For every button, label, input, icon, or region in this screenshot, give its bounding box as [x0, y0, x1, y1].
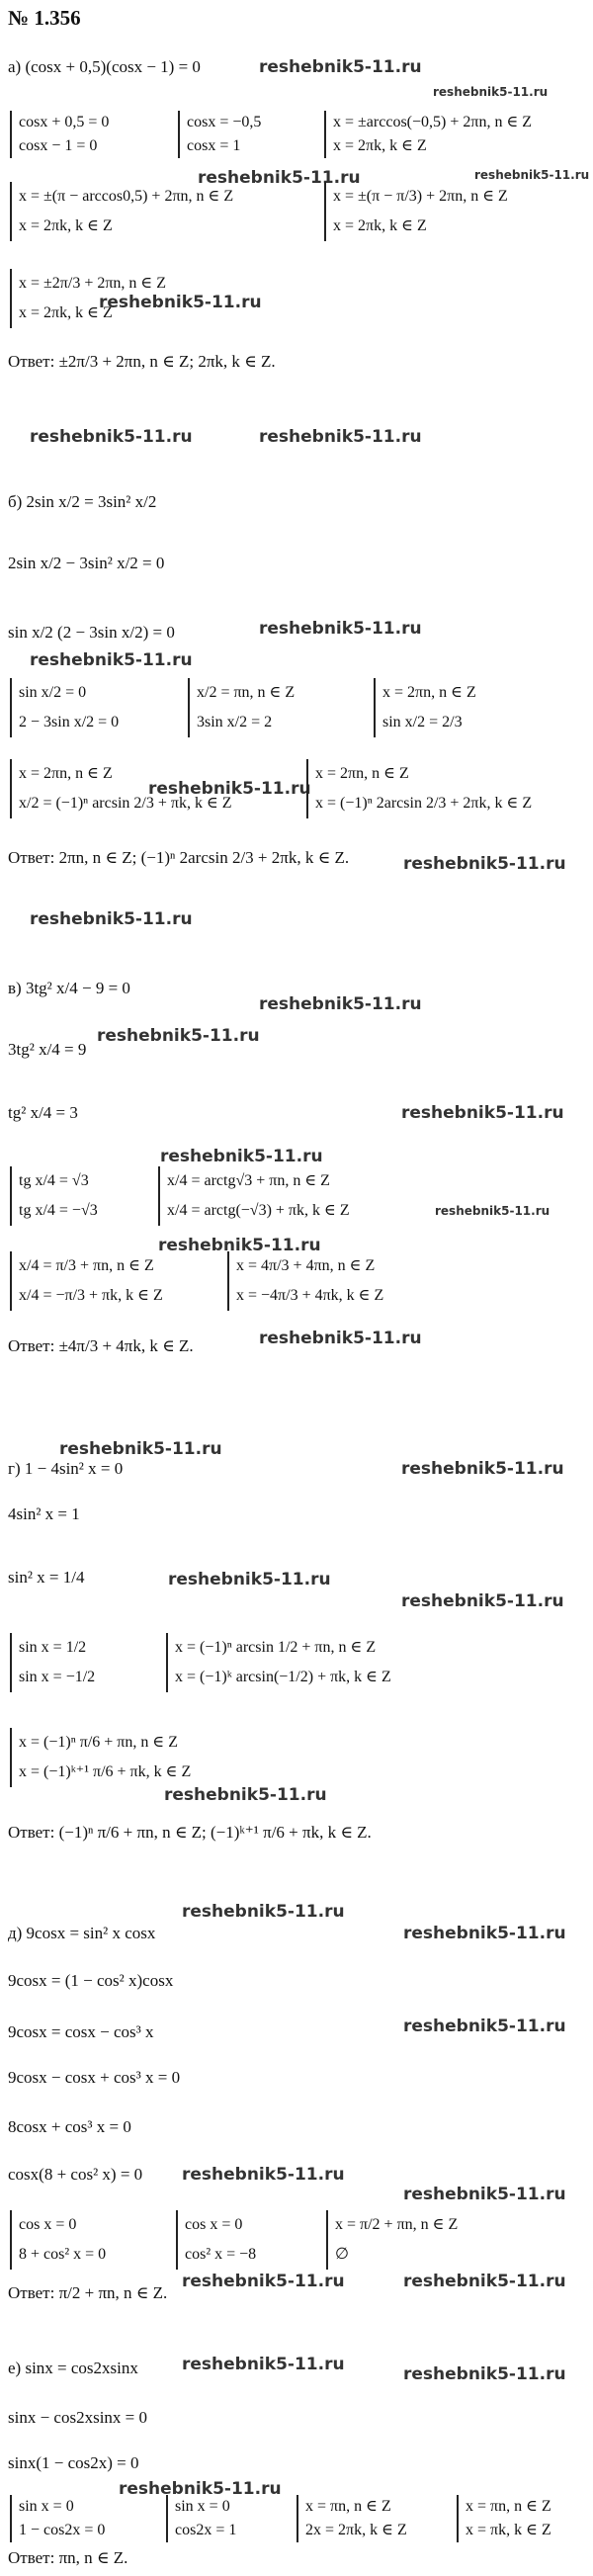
- system-row: cosx = 1: [187, 137, 241, 154]
- watermark: reshebnik5-11.ru: [148, 779, 311, 799]
- part-b-system-2: [188, 678, 295, 737]
- part-v-step-2: tg² x/4 = 3: [8, 1103, 78, 1122]
- part-d-equation: д) 9cosx = sin² x cosx: [8, 1924, 156, 1942]
- part-a-system-3: [324, 111, 532, 158]
- part-v-system-4: [227, 1251, 383, 1311]
- system-row: 2 − 3sin x/2 = 0: [19, 714, 120, 730]
- system-row: x = 2πn, n ∈ Z: [19, 765, 113, 782]
- part-b-step-1: 2sin x/2 − 3sin² x/2 = 0: [8, 554, 165, 572]
- watermark: reshebnik5-11.ru: [160, 1147, 323, 1166]
- system-row: x = ±(π − arccos0,5) + 2πn, n ∈ Z: [19, 188, 234, 205]
- system-row: sin x = 0: [175, 2498, 230, 2515]
- part-e-system-4: [457, 2495, 551, 2542]
- part-g-system-3: [10, 1728, 191, 1787]
- system-row: x = (−1)ᵏ arcsin(−1/2) + πk, k ∈ Z: [175, 1669, 391, 1685]
- system-row: x = πn, n ∈ Z: [305, 2498, 391, 2515]
- system-row: x = 2πk, k ∈ Z: [19, 217, 113, 234]
- system-row: x = (−1)ⁿ π/6 + πn, n ∈ Z: [19, 1734, 178, 1751]
- part-v-system-1: [10, 1166, 98, 1226]
- part-v-system-2: [158, 1166, 350, 1226]
- watermark: reshebnik5-11.ru: [30, 909, 193, 929]
- system-row: x = (−1)ᵏ⁺¹ π/6 + πk, k ∈ Z: [19, 1763, 192, 1780]
- system-row: x = −4π/3 + 4πk, k ∈ Z: [236, 1287, 384, 1304]
- watermark: reshebnik5-11.ru: [403, 1924, 566, 1943]
- watermark: reshebnik5-11.ru: [30, 427, 193, 447]
- watermark: reshebnik5-11.ru: [403, 854, 566, 874]
- part-d-step-3: 9cosx − cosx + cos³ x = 0: [8, 2068, 181, 2087]
- part-g-answer: Ответ: (−1)ⁿ π/6 + πn, n ∈ Z; (−1)ᵏ⁺¹ π/6 + πk, k ∈ Z.: [8, 1823, 372, 1842]
- part-a-system-2: [178, 111, 261, 158]
- watermark: reshebnik5-11.ru: [30, 650, 193, 670]
- part-d-system-1: [10, 2210, 106, 2270]
- watermark: reshebnik5-11.ru: [403, 2272, 566, 2291]
- watermark: reshebnik5-11.ru: [474, 168, 590, 182]
- system-row: x = 2πn, n ∈ Z: [382, 684, 476, 701]
- watermark: reshebnik5-11.ru: [259, 619, 422, 639]
- watermark: reshebnik5-11.ru: [401, 1591, 564, 1611]
- part-g-step-2: sin² x = 1/4: [8, 1568, 85, 1587]
- watermark: reshebnik5-11.ru: [433, 85, 549, 99]
- part-b-system-5: [306, 759, 532, 818]
- part-g-system-1: [10, 1633, 95, 1692]
- part-a-system-4: [10, 182, 233, 241]
- watermark: reshebnik5-11.ru: [401, 1459, 564, 1479]
- system-row: x = 4π/3 + 4πn, n ∈ Z: [236, 1257, 376, 1274]
- system-row: tg x/4 = −√3: [19, 1202, 98, 1219]
- part-d-system-3: [326, 2210, 458, 2270]
- watermark: reshebnik5-11.ru: [259, 57, 422, 77]
- watermark: reshebnik5-11.ru: [97, 1026, 260, 1046]
- part-e-equation: е) sinx = cos2xsinx: [8, 2359, 138, 2377]
- system-row: sin x/2 = 2/3: [382, 714, 463, 730]
- part-d-step-1: 9cosx = (1 − cos² x)cosx: [8, 1971, 174, 1990]
- part-a-answer: Ответ: ±2π/3 + 2πn, n ∈ Z; 2πk, k ∈ Z.: [8, 352, 276, 371]
- part-v-step-1: 3tg² x/4 = 9: [8, 1040, 87, 1059]
- part-d-step-5: cosx(8 + cos² x) = 0: [8, 2165, 143, 2184]
- watermark: reshebnik5-11.ru: [259, 427, 422, 447]
- watermark: reshebnik5-11.ru: [403, 2185, 566, 2204]
- part-a-equation: а) (cosx + 0,5)(cosx − 1) = 0: [8, 57, 201, 76]
- system-row: cosx + 0,5 = 0: [19, 114, 110, 130]
- system-row: 2x = 2πk, k ∈ Z: [305, 2522, 407, 2538]
- watermark: reshebnik5-11.ru: [182, 2355, 345, 2374]
- part-v-answer: Ответ: ±4π/3 + 4πk, k ∈ Z.: [8, 1336, 194, 1355]
- system-row: cos² x = −8: [185, 2246, 257, 2263]
- system-row: cos x = 0: [19, 2216, 77, 2233]
- watermark: reshebnik5-11.ru: [164, 1785, 327, 1805]
- part-d-system-2: [176, 2210, 256, 2270]
- system-row: x = πk, k ∈ Z: [466, 2522, 551, 2538]
- watermark: reshebnik5-11.ru: [435, 1204, 551, 1218]
- watermark: reshebnik5-11.ru: [182, 1902, 345, 1922]
- part-e-system-2: [166, 2495, 236, 2542]
- part-b-system-3: [374, 678, 476, 737]
- watermark: reshebnik5-11.ru: [158, 1236, 321, 1255]
- watermark: reshebnik5-11.ru: [401, 1103, 564, 1123]
- watermark: reshebnik5-11.ru: [259, 994, 422, 1014]
- system-row: x = πn, n ∈ Z: [466, 2498, 551, 2515]
- system-row: x = 2πk, k ∈ Z: [333, 217, 427, 234]
- part-b-answer: Ответ: 2πn, n ∈ Z; (−1)ⁿ 2arcsin 2/3 + 2πk, k ∈ Z.: [8, 848, 350, 867]
- watermark: reshebnik5-11.ru: [403, 2017, 566, 2036]
- system-row: sin x/2 = 0: [19, 684, 87, 701]
- part-b-system-1: [10, 678, 119, 737]
- part-b-system-4: [10, 759, 232, 818]
- part-b-step-2: sin x/2 (2 − 3sin x/2) = 0: [8, 623, 175, 642]
- system-row: x/2 = πn, n ∈ Z: [197, 684, 296, 701]
- system-row: cos2x = 1: [175, 2522, 237, 2538]
- part-a-system-5: [324, 182, 508, 241]
- system-row: sin x = −1/2: [19, 1669, 96, 1685]
- watermark: reshebnik5-11.ru: [198, 168, 361, 188]
- part-v-equation: в) 3tg² x/4 − 9 = 0: [8, 979, 130, 997]
- empty-set-icon: ∅: [335, 2246, 349, 2263]
- problem-number: № 1.356: [8, 6, 81, 30]
- system-row: 8 + cos² x = 0: [19, 2246, 107, 2263]
- part-e-system-1: [10, 2495, 105, 2542]
- system-row: sin x = 1/2: [19, 1639, 87, 1656]
- system-row: x = ±arccos(−0,5) + 2πn, n ∈ Z: [333, 114, 533, 130]
- system-row: 3sin x/2 = 2: [197, 714, 273, 730]
- system-row: x/4 = −π/3 + πk, k ∈ Z: [19, 1287, 163, 1304]
- system-row: x = (−1)ⁿ 2arcsin 2/3 + 2πk, k ∈ Z: [315, 795, 533, 812]
- watermark: reshebnik5-11.ru: [99, 293, 262, 312]
- part-d-step-4: 8cosx + cos³ x = 0: [8, 2117, 131, 2136]
- system-row: x = (−1)ⁿ arcsin 1/2 + πn, n ∈ Z: [175, 1639, 377, 1656]
- watermark: reshebnik5-11.ru: [59, 1439, 222, 1459]
- part-g-system-2: [166, 1633, 391, 1692]
- system-row: cos x = 0: [185, 2216, 243, 2233]
- system-row: x = 2πn, n ∈ Z: [315, 765, 409, 782]
- system-row: tg x/4 = √3: [19, 1172, 89, 1189]
- watermark: reshebnik5-11.ru: [168, 1570, 331, 1589]
- part-g-step-1: 4sin² x = 1: [8, 1504, 80, 1523]
- part-d-answer: Ответ: π/2 + πn, n ∈ Z.: [8, 2283, 168, 2302]
- system-row: x/4 = arctg√3 + πn, n ∈ Z: [167, 1172, 330, 1189]
- watermark: reshebnik5-11.ru: [182, 2272, 345, 2291]
- part-e-step-2: sinx(1 − cos2x) = 0: [8, 2453, 139, 2472]
- system-row: cosx = −0,5: [187, 114, 262, 130]
- system-row: x = 2πk, k ∈ Z: [19, 304, 113, 321]
- part-b-equation: б) 2sin x/2 = 3sin² x/2: [8, 492, 157, 511]
- part-a-system-1: [10, 111, 109, 158]
- part-g-equation: г) 1 − 4sin² x = 0: [8, 1459, 124, 1478]
- system-row: x = ±(π − π/3) + 2πn, n ∈ Z: [333, 188, 508, 205]
- watermark: reshebnik5-11.ru: [119, 2479, 282, 2499]
- system-row: x/4 = π/3 + πn, n ∈ Z: [19, 1257, 154, 1274]
- system-row: x = π/2 + πn, n ∈ Z: [335, 2216, 459, 2233]
- watermark: reshebnik5-11.ru: [403, 2364, 566, 2384]
- part-d-step-2: 9cosx = cosx − cos³ x: [8, 2022, 154, 2041]
- system-row: x/2 = (−1)ⁿ arcsin 2/3 + πk, k ∈ Z: [19, 795, 232, 812]
- system-row: 1 − cos2x = 0: [19, 2522, 106, 2538]
- part-v-system-3: [10, 1251, 163, 1311]
- watermark: reshebnik5-11.ru: [182, 2165, 345, 2185]
- part-e-step-1: sinx − cos2xsinx = 0: [8, 2408, 148, 2427]
- part-e-system-3: [296, 2495, 407, 2542]
- system-row: x/4 = arctg(−√3) + πk, k ∈ Z: [167, 1202, 350, 1219]
- system-row: x = ±2π/3 + 2πn, n ∈ Z: [19, 275, 167, 292]
- part-e-answer: Ответ: πn, n ∈ Z.: [8, 2548, 128, 2567]
- system-row: x = 2πk, k ∈ Z: [333, 137, 427, 154]
- system-row: cosx − 1 = 0: [19, 137, 98, 154]
- watermark: reshebnik5-11.ru: [259, 1329, 422, 1348]
- system-row: sin x = 0: [19, 2498, 74, 2515]
